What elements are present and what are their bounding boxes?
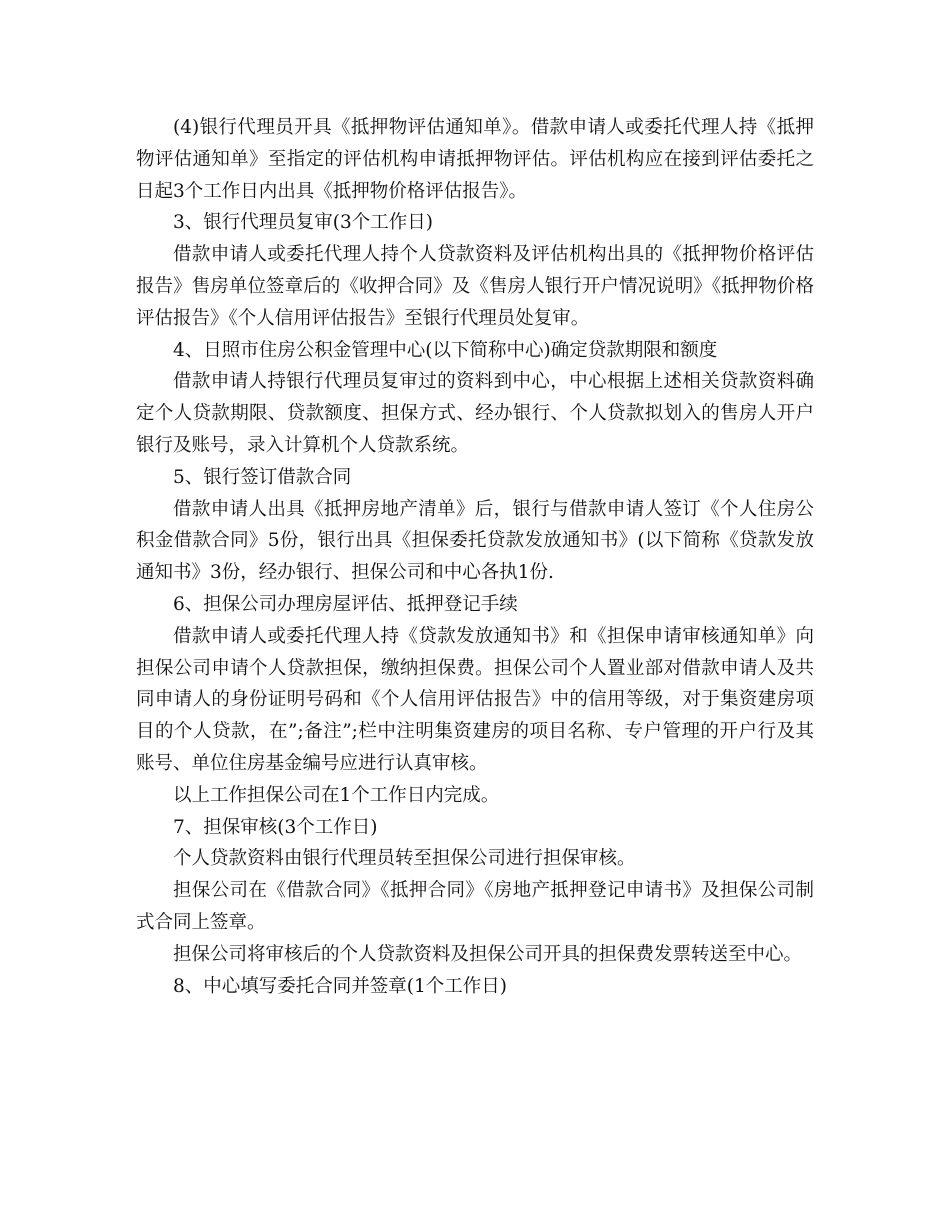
heading-step-3: 3、银行代理员复审(3个工作日) xyxy=(173,212,433,234)
paragraph-step-5: 借款申请人出具《抵押房地产清单》后，银行与借款申请人签订《个人住房公积金借款合同》5份，银行出具《担保委托贷款发放通知书》(以下简称《贷款发放通知书》3份，经办银行、担保公司和中心各执1份. xyxy=(136,498,814,584)
heading-step-5: 5、银行签订借款合同 xyxy=(173,466,352,488)
paragraph-step-7-forward: 担保公司将审核后的个人贷款资料及担保公司开具的担保费发票转送至中心。 xyxy=(173,943,803,965)
paragraph-step-6-timing: 以上工作担保公司在1个工作日内完成。 xyxy=(173,784,500,806)
heading-step-7: 7、担保审核(3个工作日) xyxy=(173,816,378,838)
heading-step-4: 4、日照市住房公积金管理中心(以下简称中心)确定贷款期限和额度 xyxy=(173,339,718,361)
paragraph-step-4: 借款申请人持银行代理员复审过的资料到中心，中心根据上述相关贷款资料确定个人贷款期限、贷款额度、担保方式、经办银行、个人贷款拟划入的售房人开户银行及账号，录入计算机个人贷款系统。 xyxy=(136,371,814,456)
paragraph-step-7-transfer: 个人贷款资料由银行代理员转至担保公司进行担保审核。 xyxy=(173,848,636,870)
paragraph-step-7-sign: 担保公司在《借款合同》《抵押合同》《房地产抵押登记申请书》及担保公司制式合同上签章。 xyxy=(136,880,814,933)
paragraph-appraisal-notice: (4)银行代理员开具《抵押物评估通知单》。借款申请人或委托代理人持《抵押物评估通知单》至指定的评估机构申请抵押物评估。评估机构应在接到评估委托之日起3个工作日内出具《抵押物价格评估报告》。 xyxy=(136,117,814,202)
document-body xyxy=(136,112,814,1002)
heading-step-6: 6、担保公司办理房屋评估、抵押登记手续 xyxy=(173,593,518,615)
paragraph-step-6: 借款申请人或委托代理人持《贷款发放通知书》和《担保申请审核通知单》向担保公司申请个人贷款担保，缴纳担保费。担保公司个人置业部对借款申请人及共同申请人的身份证明号码和《个人信用评估报告》中的信用等级，对于集资建房项目的个人贷款，在”;备注”;栏中注明集资建房的项目名称、专户管理的开户行及其账号、单位住房基金编号应进行认真审核。 xyxy=(136,625,814,774)
heading-step-8: 8、中心填写委托合同并签章(1个工作日) xyxy=(173,975,507,997)
paragraph-step-3: 借款申请人或委托代理人持个人贷款资料及评估机构出具的《抵押物价格评估报告》售房单位签章后的《收押合同》及《售房人银行开户情况说明》《抵押物价格评估报告》《个人信用评估报告》至银行代理员处复审。 xyxy=(136,244,814,329)
